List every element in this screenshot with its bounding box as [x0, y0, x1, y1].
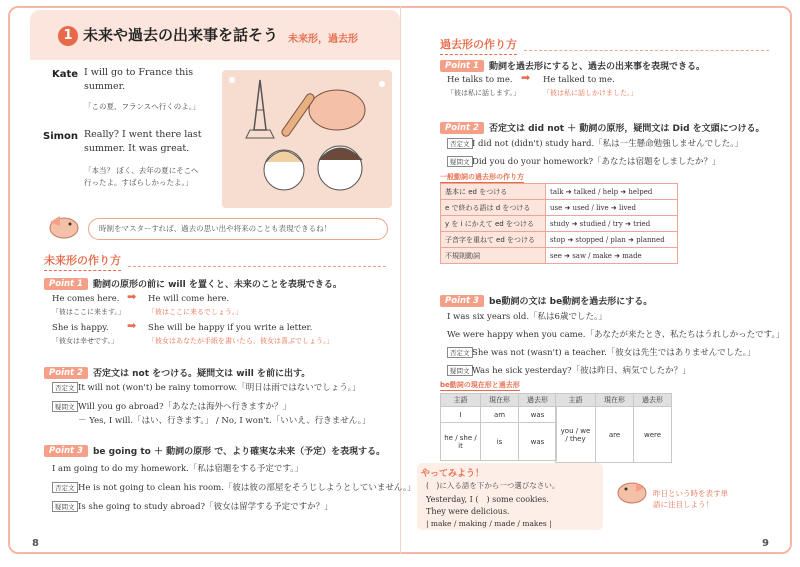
negative-tag: 否定文: [447, 138, 473, 149]
table-row: e で終わる語は d をつける use ➜ used / live ➜ lived: [441, 200, 678, 216]
table-row: 基本に ed をつける talk ➜ talked / help ➜ helped: [441, 184, 678, 200]
future-section-title: 未来形の作り方: [44, 252, 121, 271]
future-question: Will you go abroad?「あなたは海外へ行きますか？」: [78, 402, 292, 412]
example-en: He talked to me.: [543, 75, 615, 85]
kate-line: I will go to France this summer.: [84, 67, 194, 92]
be-past-example: I was six years old.「私は6歳でした。」: [447, 312, 607, 322]
table-row: 不規則動詞 see ➜ saw / make ➜ made: [441, 248, 678, 264]
be-verb-table-right: 主語 現在形 過去形 you / we / they are were: [555, 393, 672, 463]
page-spine: [400, 6, 401, 554]
future-point-1: Point 1 動詞の原形の前に will を置くと、未来のことを表現できる。: [44, 277, 342, 290]
example-en: He talks to me.: [447, 75, 513, 85]
hint-bubble: 時制をマスターすれば、過去の思い出や将来のことも表現できるね！: [88, 218, 388, 240]
going-to-question: Is she going to study abroad?「彼女は留学する予定ですか？」: [78, 502, 333, 512]
table-row: y を i にかえて ed をつける study ➜ studied / try ➜ tried: [441, 216, 678, 232]
bird-icon: [614, 476, 650, 506]
past-section-title: 過去形の作り方: [440, 36, 517, 55]
example-jp: 「彼は私に話しかけました。」: [543, 89, 638, 97]
table-row: I am was: [441, 407, 557, 423]
be-verb-table-left: 主語 現在形 過去形 I am was he / she / it is was: [440, 393, 557, 461]
section-rule: [524, 50, 769, 51]
arrow-right-icon: ➡: [127, 290, 137, 303]
past-point-3: Point 3 be動詞の文は be動詞を過去形にする。: [440, 294, 652, 307]
negative-tag: 否定文: [52, 482, 78, 493]
question-tag: 疑問文: [52, 501, 78, 512]
rules-table-title: 一般動詞の過去形の作り方: [440, 173, 524, 181]
simon-line: Really? I went there last summer. It was great.: [84, 129, 202, 154]
example-en: She will be happy if you write a letter.: [148, 323, 313, 333]
example-jp: 「彼はここに来ます。」: [52, 308, 125, 316]
speaker-kate: Kate: [52, 69, 79, 80]
going-to-example: I am going to do my homework.「私は宿題をする予定です。」: [52, 464, 303, 474]
be-past-question: Was he sick yesterday?「彼は昨日、病気でしたか？」: [472, 366, 691, 376]
table-row: you / we / they are were: [556, 407, 672, 463]
speaker-simon: Simon: [43, 131, 79, 142]
example-jp: 「彼女はあなたが手紙を書いたら、彼女は喜ぶでしょう。」: [148, 337, 334, 345]
exercise-instruction: ( )に入る語を下から一つ選びなさい。: [426, 481, 560, 490]
negative-tag: 否定文: [447, 347, 473, 358]
exercise-choices: | make / making / made / makes |: [426, 519, 552, 528]
future-answer: － Yes, I will.「はい、行きます。」 / No, I won't.「いいえ、行きません。」: [78, 416, 371, 426]
arrow-right-icon: ➡: [521, 71, 531, 84]
past-question: Did you do your homework?「あなたは宿題をしましたか？」: [472, 157, 721, 167]
question-tag: 疑問文: [52, 401, 78, 412]
page-number-left: 8: [32, 538, 39, 549]
dialog-illustration: [222, 70, 392, 208]
example-en: He will come here.: [148, 294, 230, 304]
past-point-2: Point 2 否定文は did not ＋ 動詞の原形，疑問文は Did を文頭につける。: [440, 121, 764, 134]
past-rules-table: [440, 183, 678, 264]
page-number-right: 9: [762, 538, 769, 549]
lesson-number: 1: [58, 26, 78, 46]
bird-icon: [46, 210, 84, 242]
negative-tag: 否定文: [52, 382, 78, 393]
paris-memory-illustration: [222, 70, 392, 208]
be-past-negative: She was not (wasn't) a teacher.「彼女は先生ではありませんでした。」: [472, 348, 756, 358]
simon-jp: 「本当？ ぼく、去年の夏にそこへ 行ったよ。すばらしかったよ。」: [84, 166, 199, 187]
future-point-2: Point 2 否定文は not をつける。疑問文は will を前に出す。: [44, 366, 310, 379]
future-point-3: Point 3 be going to ＋ 動詞の原形 で、より確実な未来（予定）を表現する。: [44, 444, 385, 457]
be-table-title: be動詞の現在形と過去形: [440, 381, 520, 389]
example-en: She is happy.: [52, 323, 109, 333]
question-tag: 疑問文: [447, 156, 473, 167]
past-negative: I did not (didn't) study hard.「私は一生懸命勉強しませんでした。」: [472, 139, 743, 149]
exercise-question: They were delicious.: [426, 507, 510, 516]
example-jp: 「彼はここに来るでしょう。」: [148, 308, 243, 316]
exercise-title: やってみよう！: [421, 469, 485, 479]
question-tag: 疑問文: [447, 365, 473, 376]
exercise-question: Yesterday, I ( ) some cookies.: [426, 495, 549, 504]
arrow-right-icon: ➡: [127, 319, 137, 332]
bird-note: 昨日という時を表す単語に注目しよう！: [653, 489, 728, 509]
past-point-1: Point 1 動詞を過去形にすると、過去の出来事を表現できる。: [440, 59, 705, 72]
future-negative: It will not (won't) be rainy tomorrow.「明日は雨ではないでしょう。」: [78, 383, 361, 393]
page-subtitle: 未来形，過去形: [288, 34, 358, 45]
page-title: 未来や過去の出来事を話そう: [83, 26, 279, 44]
be-past-example: We were happy when you came.「あなたが来たとき、私たちはうれしかったです。」: [447, 330, 785, 340]
example-jp: 「彼は私に話します。」: [447, 89, 520, 97]
example-en: He comes here.: [52, 294, 120, 304]
example-jp: 「彼女は幸せです。」: [52, 337, 118, 345]
kate-jp: 「この夏、フランスへ行くのよ。」: [84, 102, 201, 111]
section-rule: [128, 266, 386, 267]
table-row: 子音字を重ねて ed をつける stop ➜ stopped / plan ➜ planned: [441, 232, 678, 248]
table-row: he / she / it is was: [441, 423, 557, 461]
going-to-negative: He is not going to clean his room.「彼は彼の部屋をそうじしようとしていません。」: [78, 483, 416, 493]
